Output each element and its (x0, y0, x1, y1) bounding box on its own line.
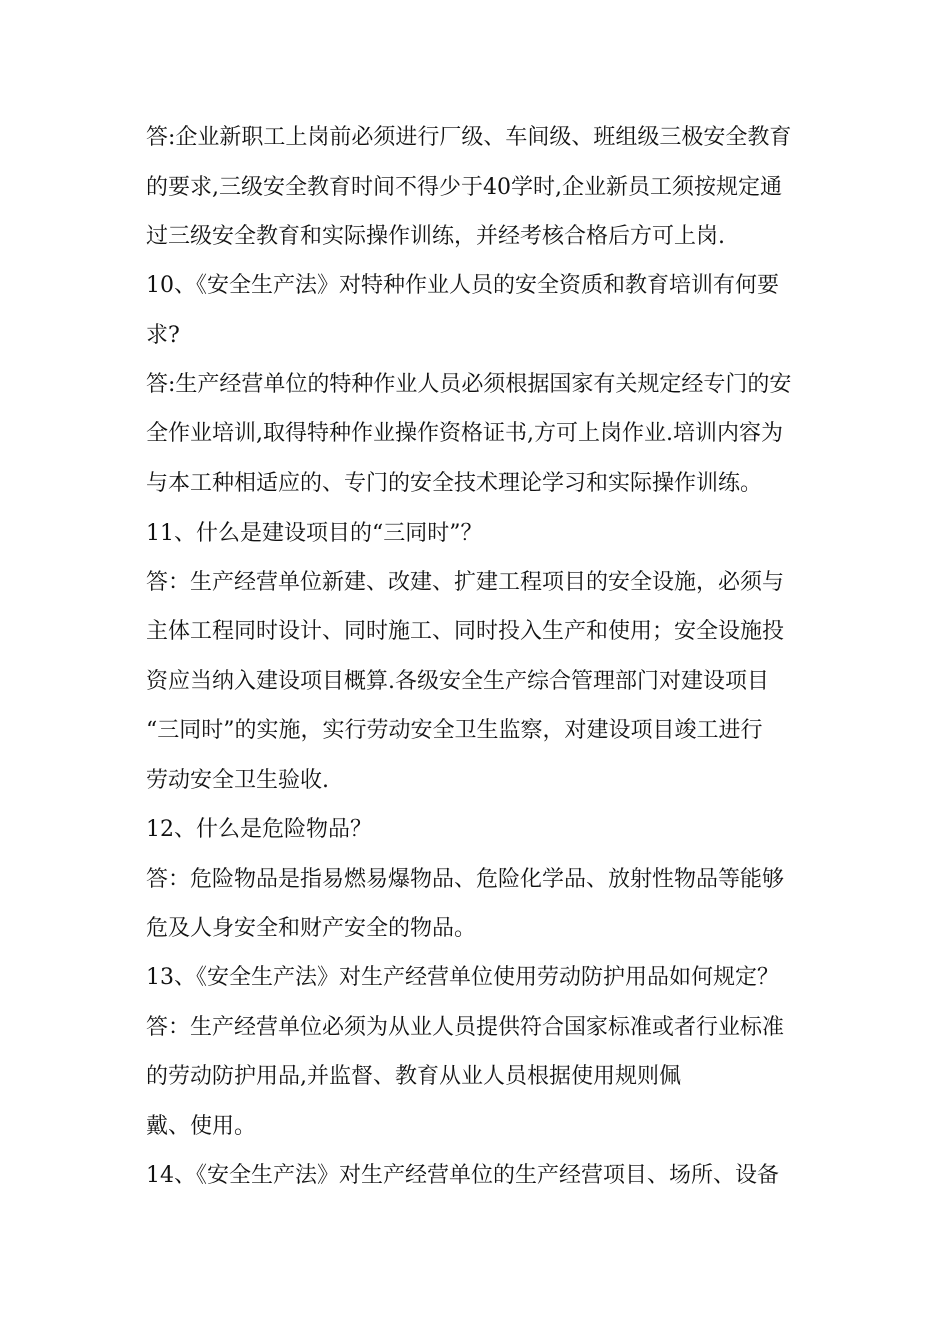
text-line: 13、《安全生产法》对生产经营单位使用劳动防护用品如何规定？ (146, 965, 779, 990)
text-line: 危及人身安全和财产安全的物品。 (146, 916, 477, 941)
text-line: 全作业培训,取得特种作业操作资格证书,方可上岗作业.培训内容为 (146, 421, 783, 446)
text-line: 10、《安全生产法》对特种作业人员的安全资质和教育培训有何要 (146, 273, 779, 298)
text-line: “三同时”的实施，实行劳动安全卫生监察，对建设项目竣工进行 (146, 718, 763, 743)
text-line: 过三级安全教育和实际操作训练，并经考核合格后方可上岗. (146, 224, 725, 249)
text-line: 11、什么是建设项目的“三同时”？ (146, 521, 483, 546)
text-line: 劳动安全卫生验收. (146, 768, 329, 793)
text-line: 的要求,三级安全教育时间不得少于40学时,企业新员工须按规定通 (146, 175, 782, 200)
text-line: 12、什么是危险物品？ (146, 817, 372, 842)
text-line: 答：生产经营单位新建、改建、扩建工程项目的安全设施，必须与 (146, 570, 785, 595)
text-line: 求? (146, 323, 180, 348)
text-line: 戴、使用。 (146, 1114, 257, 1139)
text-line: 主体工程同时设计、同时施工、同时投入生产和使用；安全设施投 (146, 619, 785, 644)
text-line: 与本工种相适应的、专门的安全技术理论学习和实际操作训练。 (146, 471, 763, 496)
text-line: 答：生产经营单位必须为从业人员提供符合国家标准或者行业标准 (146, 1015, 785, 1040)
text-line: 资应当纳入建设项目概算.各级安全生产综合管理部门对建设项目 (146, 669, 769, 694)
text-line: 的劳动防护用品,并监督、教育从业人员根据使用规则佩 (146, 1064, 681, 1089)
text-line: 答：危险物品是指易燃易爆物品、危险化学品、放射性物品等能够 (146, 867, 785, 892)
text-line: 答:生产经营单位的特种作业人员必须根据国家有关规定经专门的安 (146, 372, 792, 397)
text-line: 14、《安全生产法》对生产经营单位的生产经营项目、场所、设备 (146, 1163, 779, 1188)
text-line: 答:企业新职工上岗前必须进行厂级、车间级、班组级三极安全教育 (146, 125, 792, 150)
